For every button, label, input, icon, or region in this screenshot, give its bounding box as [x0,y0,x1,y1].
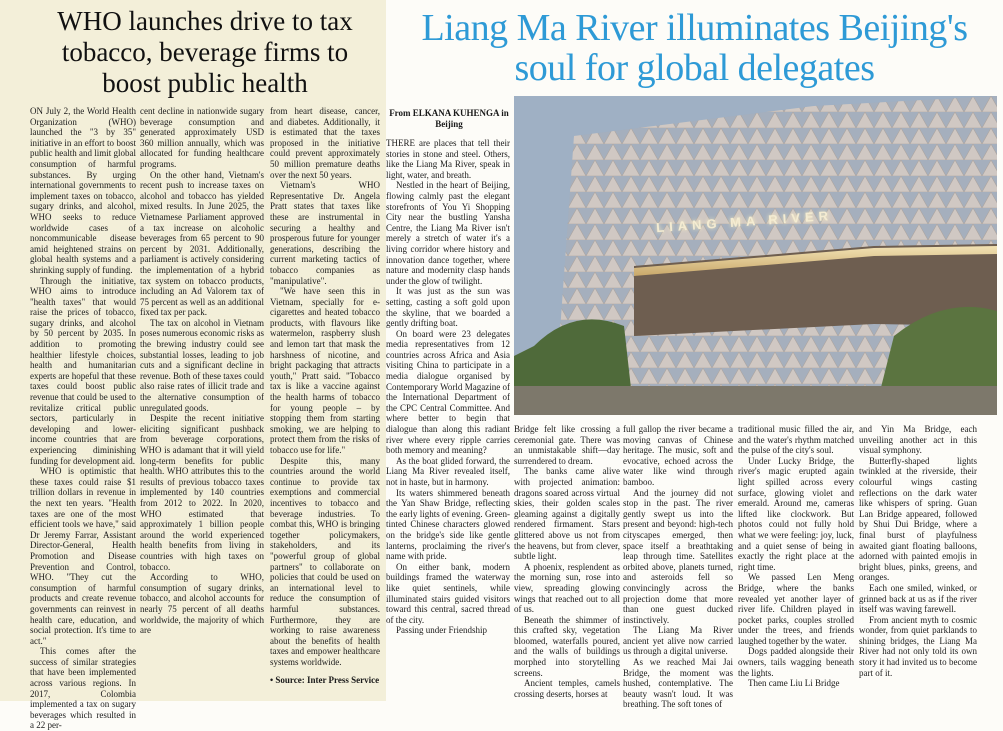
paragraph: WHO is optimistic that these taxes could raise $1 trillion dollars in revenue in the next ten years. "Health taxes are one of the most efficient tools we have," said Dr Jeremy Farrar, Assistant Director-General, Health Promotion and Disease Prevention and Control, WHO. "They cut the consumption of harmful products and create revenue governments can reinvest in health care, education, and social protection. It's time to act." [30,466,136,646]
paragraph: cent decline in nationwide sugary beverage consumption and generated approximately USD 360 million annually, which was allocated for funding healthcare programs. [140,106,264,169]
paragraph: Nestled in the heart of Beijing, flowing calmly past the elegant storefronts of You Yi Shopping City near the bustling Yansha Centre, the Liang Ma River isn't merely a stretch of water it's a living corridor where history and innovation dance together, where nature and modernity clasp hands under the glow of twilight. [386,180,510,286]
left-article-panel [0,0,386,731]
paragraph: Dogs padded alongside their owners, tails wagging beneath the lights. [738,646,854,678]
paragraph: And the journey did not stop in the past. The river gently swept us into the present and beyond: high-tech cityscapes emerged, then space itself a breathtaking leap through time. Satellites orbited above, planets turned, and asteroids fell so convincingly across the projection dome that more than one guest ducked instinctively. [623,487,733,625]
right-column-3 [623,424,733,710]
right-column-5 [859,424,977,696]
paragraph: Despite the recent initiative eliciting significant pushback from beverage corporations, WHO is adamant that it will yield long-term benefits for public health. WHO attributes this to the results of previous tobacco taxes implemented by 140 countries from 2012 to 2022. In 2020, WHO estimated that approximately 1 billion people around the world experienced health benefits from living in countries with high taxes on tobacco. [140,413,264,572]
paragraph: "We have seen this in Vietnam, specially for e-cigarettes and heated tobacco products, with flavours like watermelon, raspberry slush and lemon tart that mask the harshness of nicotine, and bright packaging that attracts youth," Pratt said. "Tobacco tax is like a vaccine against the health harms of tobacco for young people – by stopping them from starting smoking, we are helping to protect them from the risks of tobacco use for life." [270,286,380,455]
paragraph: The banks came alive with projected animation: dragons soared across virtual skies, their golden scales gleaming against a digitally rendered firmament. Stars glittered above us not from the heavens, but from clever, subtle light. [514,466,620,562]
left-column-3 [270,106,380,696]
paragraph: Vietnam's WHO Representative Dr. Angela Pratt states that taxes like these are instrumental in securing a healthy and prosperous future for younger generations, describing the current marketing tactics of tobacco companies as "manipulative". [270,180,380,286]
paragraph: The Liang Ma River ancient yet alive now carried us through a digital universe. [623,625,733,657]
right-headline: Liang Ma River illuminates Beijing's soul for global delegates [421,7,968,89]
paragraph: Then came Liu Li Bridge [748,678,840,689]
right-column-4 [738,424,854,696]
paragraph: Butterfly-shaped lights twinkled at the riverside, their colourful wings casting reflections on the dark water like whispers of spring. Guan Lan Bridge appeared, followed by Shui Dui Bridge, where a final burst of playfulness awaited giant floating balloons, adorned with painted emojis in bright blues, pinks, greens, and oranges. [859,455,977,583]
source-credit: • Source: Inter Press Service [270,675,380,686]
paragraph: The tax on alcohol in Vietnam poses numerous economic risks as the brewing industry could see substantial losses, leading to job cuts and a significant decline in revenue. Both of these taxes could also raise rates of illicit trade and the alternative consumption of unregulated goods. [140,317,264,413]
right-column-1 [386,138,510,696]
paragraph: ON July 2, the World Health Organization (WHO) launched the "3 by 35" initiative in an effort to boost public health and limit global consumption of harmful substances. By urging international governments to implement taxes on tobacco, sugary drinks, and alcohol, WHO seeks to reduce worldwide cases of noncommunicable disease amid heightened strains on global health systems and a shrinking supply of funding. [30,106,136,275]
byline: From ELKANA KUHENGA in Beijing [389,108,509,129]
left-headline: WHO launches drive to tax tobacco, beverage firms to boost public health [57,6,353,98]
paragraph: Under Lucky Bridge, the river's magic erupted again light spilled across every surface, glowing violet and emerald. Around me, cameras lifted like clockwork. But photos could not fully hold what we were feeling: joy, luck, and a quiet sense of being in exactly the right place at the right time. [738,455,854,572]
paragraph: Beneath the shimmer of this crafted sky, vegetation bloomed, waterfalls poured, and the walls of buildings morphed into storytelling screens. [514,614,620,678]
paragraph: As the boat glided forward, the Liang Ma River revealed itself, not in haste, but in harmony. [386,455,510,487]
paragraph: traditional music filled the air, and the water's rhythm matched the pulse of the city's soul. [738,424,854,456]
paragraph: As we reached Mai Jai Bridge, the moment was hushed, contemplative. The beauty wasn't loud. It was breathing. The soft tones of [623,657,733,710]
paragraph: From ancient myth to cosmic wonder, from quiet parklands to shining bridges, the Liang Ma River had not only told its own story it had invited us to become part of it. [859,614,977,678]
paragraph: full gallop the river became a moving canvas of Chinese heritage. The music, soft and evocative, echoed across the water like wind through bamboo. [623,424,733,487]
paragraph: We passed Len Meng Bridge, where the banks revealed yet another layer of river life. Children played in pocket parks, couples strolled under the trees, and friends laughed together by the water. [738,572,854,646]
paragraph: Its waters shimmered beneath the Yan Shaw Bridge, reflecting the early lights of evening. Green-tinted Chinese characters glowed on the bridge's side like gentle lanterns, proclaiming the river's name with pride. [386,487,510,562]
paragraph: It was just as the sun was setting, casting a soft gold upon the skyline, that we boarded a gently drifting boat. [386,286,510,329]
paragraph: On the other hand, Vietnam's recent push to increase taxes on alcohol and tobacco has yielded mixed results. In June 2025, the Vietnamese Parliament approved a tax increase on alcoholic beverages from 65 percent to 90 percent by 2031. Additionally, parliament is actively considering the implementation of a hybrid tax system on tobacco products, including an Ad Valorem tax of 75 percent as well as an additional fixed tax per pack. [140,169,264,318]
photo-sign-text: LIANG MA RIVER [655,207,834,236]
paragraph: Ancient temples, camels crossing deserts, horses at [514,678,620,699]
paragraph: On either bank, modern buildings framed the waterway like quiet sentinels, while illuminated stairs guided visitors toward this central, sacred thread of the city. [386,561,510,625]
photo-illustration [514,96,997,415]
paragraph: Each one smiled, winked, or grinned back at us as if the river itself was waving farewell. [859,582,977,615]
paragraph: Through the initiative, WHO aims to introduce "health taxes" that would raise the prices of tobacco, sugary drinks, and alcohol by 50 percent by 2035. In addition to promoting healthier lifestyle choices, health and humanitarian experts are hopeful that these taxes could boost public revenue that could be used to revitalize critical public sectors, particularly in developing and lower-income countries that are experiencing diminishing funding for development aid. [30,275,136,466]
paragraph: A phoenix, resplendent as the morning sun, rose into view, spreading glowing wings that reached out to all of us. [514,561,620,615]
left-column-1 [30,106,136,731]
paragraph: THERE are places that tell their stories in stone and steel. Others, like the Liang Ma River, speak in light, water, and breath. [386,138,510,180]
left-column-2 [140,106,264,696]
right-column-2 [514,424,620,699]
paragraph: This comes after the success of similar strategies that have been implemented across various regions. In 2017, Colombia implemented a tax on sugary beverages which resulted in a 22 per- [30,646,136,731]
paragraph: On board were 23 delegates media representatives from 12 countries across Africa and Asia visiting China to participate in a media dialogue organised by Contemporary World Magazine of the International Department of the CPC Central Committee. And where better to begin that dialogue than along this radiant river where every ripple carries both memory and meaning? [386,328,510,456]
paragraph: Passing under Friendship [396,625,487,636]
paragraph: and Yin Ma Bridge, each unveiling another act in this visual symphony. [859,424,977,456]
paragraph: Bridge felt like crossing a ceremonial gate. There was an unmistakable shift—day surrendered to dream. [514,424,620,466]
river-building-photo [514,96,997,415]
paragraph: Despite this, many countries around the world continue to provide tax exemptions and commercial incentives to tobacco and beverage industries. To combat this, WHO is bringing together policymakers, stakeholders, and its "powerful group of global partners" to collaborate on policies that could be used on an international level to reduce the consumption of harmful substances. Furthermore, they are working to raise awareness about the benefits of health taxes and empower healthcare systems worldwide. [270,455,380,667]
paragraph: According to WHO, consumption of sugary drinks, tobacco, and alcohol accounts for nearly 75 percent of all deaths worldwide, the majority of which are [140,572,264,636]
paragraph: from heart disease, cancer, and diabetes. Additionally, it is estimated that the taxes proposed in the initiative could prevent approximately 50 million premature deaths over the next 50 years. [270,106,380,180]
